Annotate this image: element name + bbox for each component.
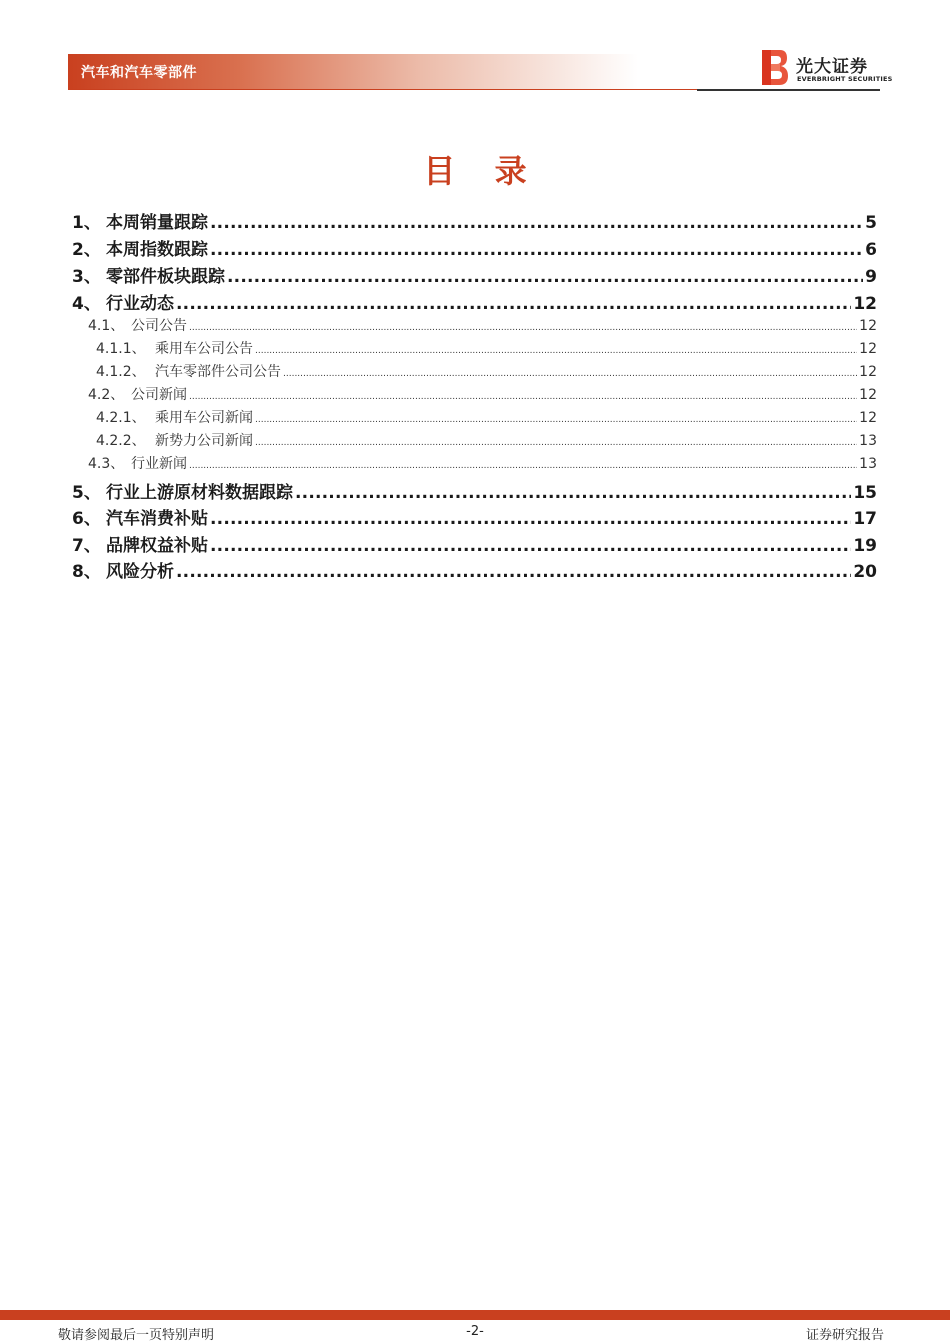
footer-band	[0, 1310, 950, 1320]
toc-entry[interactable]	[96, 430, 877, 453]
toc-entry[interactable]	[72, 208, 877, 234]
toc-entry[interactable]	[72, 478, 877, 504]
toc-leader-dots	[189, 318, 857, 334]
toc-entry-label: 汽车消费补贴	[106, 509, 208, 529]
toc-entry-label: 品牌权益补贴	[106, 536, 208, 556]
toc-entry[interactable]	[88, 384, 877, 407]
toc-entry-number: 4.3、	[88, 456, 125, 472]
toc-entry-label: 行业上游原材料数据跟踪	[106, 483, 293, 503]
toc-leader-dots	[210, 240, 863, 260]
toc-entry[interactable]	[72, 504, 877, 530]
toc-leader-dots	[210, 509, 851, 529]
toc-entry[interactable]	[96, 407, 877, 430]
toc-entry-page: 15	[853, 483, 877, 503]
toc-leader-dots	[210, 213, 863, 233]
toc-entry-page: 12	[859, 364, 877, 380]
footer-report-type: 证券研究报告	[805, 1328, 884, 1343]
logo-en-text: EVERBRIGHT SECURITIES	[797, 75, 893, 83]
toc-entry-page: 12	[859, 341, 877, 357]
toc-entry-label: 乘用车公司新闻	[155, 410, 253, 426]
section-title: 汽车和汽车零部件	[81, 65, 197, 81]
toc-entry-label: 公司公告	[131, 318, 187, 334]
everbright-logo-icon	[762, 50, 788, 85]
toc-entry-number: 8、	[72, 562, 101, 582]
toc-entry-number: 4.1、	[88, 318, 125, 334]
toc-entry-number: 1、	[72, 213, 101, 233]
toc-leader-dots	[210, 536, 851, 556]
toc-entry-number: 2、	[72, 240, 101, 260]
footer-disclaimer: 敬请参阅最后一页特别声明	[58, 1328, 215, 1343]
toc-entry-page: 9	[865, 267, 877, 287]
toc-entry[interactable]	[96, 338, 877, 361]
toc-entry-page: 19	[853, 536, 877, 556]
toc-entry-number: 7、	[72, 536, 101, 556]
toc-entry[interactable]	[72, 289, 877, 315]
toc-entry[interactable]	[72, 262, 877, 288]
toc-leader-dots	[255, 410, 857, 426]
toc-entry[interactable]	[72, 531, 877, 557]
toc-leader-dots	[255, 341, 857, 357]
toc-leader-dots	[176, 562, 851, 582]
toc-entry-label: 行业动态	[106, 294, 174, 314]
toc-entry-number: 5、	[72, 483, 101, 503]
toc-entry-number: 4.2.1、	[96, 410, 146, 426]
page-title: 目 录	[423, 152, 541, 190]
toc-entry[interactable]	[96, 361, 877, 384]
page-number: -2-	[466, 1324, 484, 1339]
toc-leader-dots	[255, 433, 857, 449]
toc-entry-label: 公司新闻	[131, 387, 187, 403]
toc-entry-page: 20	[853, 562, 877, 582]
toc-entry-page: 12	[859, 318, 877, 334]
toc-entry-page: 5	[865, 213, 877, 233]
toc-entry-page: 12	[859, 410, 877, 426]
toc-leader-dots	[283, 364, 857, 380]
toc-entry-label: 本周销量跟踪	[106, 213, 208, 233]
toc-entry-label: 乘用车公司公告	[155, 341, 253, 357]
toc-leader-dots	[189, 456, 857, 472]
toc-entry-page: 12	[859, 387, 877, 403]
toc-entry-label: 汽车零部件公司公告	[155, 364, 281, 380]
toc-leader-dots	[295, 483, 851, 503]
logo-cn-text: 光大证券	[796, 57, 868, 77]
toc-entry-page: 13	[859, 433, 877, 449]
toc-entry[interactable]	[72, 235, 877, 261]
toc-entry-number: 4.2、	[88, 387, 125, 403]
toc-entry-number: 4.1.1、	[96, 341, 146, 357]
toc-entry[interactable]	[72, 557, 877, 583]
toc-entry-page: 17	[853, 509, 877, 529]
toc-entry-number: 4、	[72, 294, 101, 314]
toc-entry[interactable]	[88, 315, 877, 338]
toc-entry[interactable]	[88, 453, 877, 476]
toc-leader-dots	[227, 267, 863, 287]
toc-entry-label: 行业新闻	[131, 456, 187, 472]
toc-entry-label: 新势力公司新闻	[155, 433, 253, 449]
toc-leader-dots	[189, 387, 857, 403]
toc-entry-number: 6、	[72, 509, 101, 529]
header-divider-accent	[697, 89, 880, 91]
toc-entry-label: 风险分析	[106, 562, 174, 582]
toc-entry-label: 本周指数跟踪	[106, 240, 208, 260]
toc-entry-label: 零部件板块跟踪	[106, 267, 225, 287]
toc-entry-page: 13	[859, 456, 877, 472]
toc-leader-dots	[176, 294, 851, 314]
toc-entry-number: 4.2.2、	[96, 433, 146, 449]
toc-entry-page: 6	[865, 240, 877, 260]
toc-entry-number: 3、	[72, 267, 101, 287]
toc-entry-number: 4.1.2、	[96, 364, 146, 380]
toc-entry-page: 12	[853, 294, 877, 314]
